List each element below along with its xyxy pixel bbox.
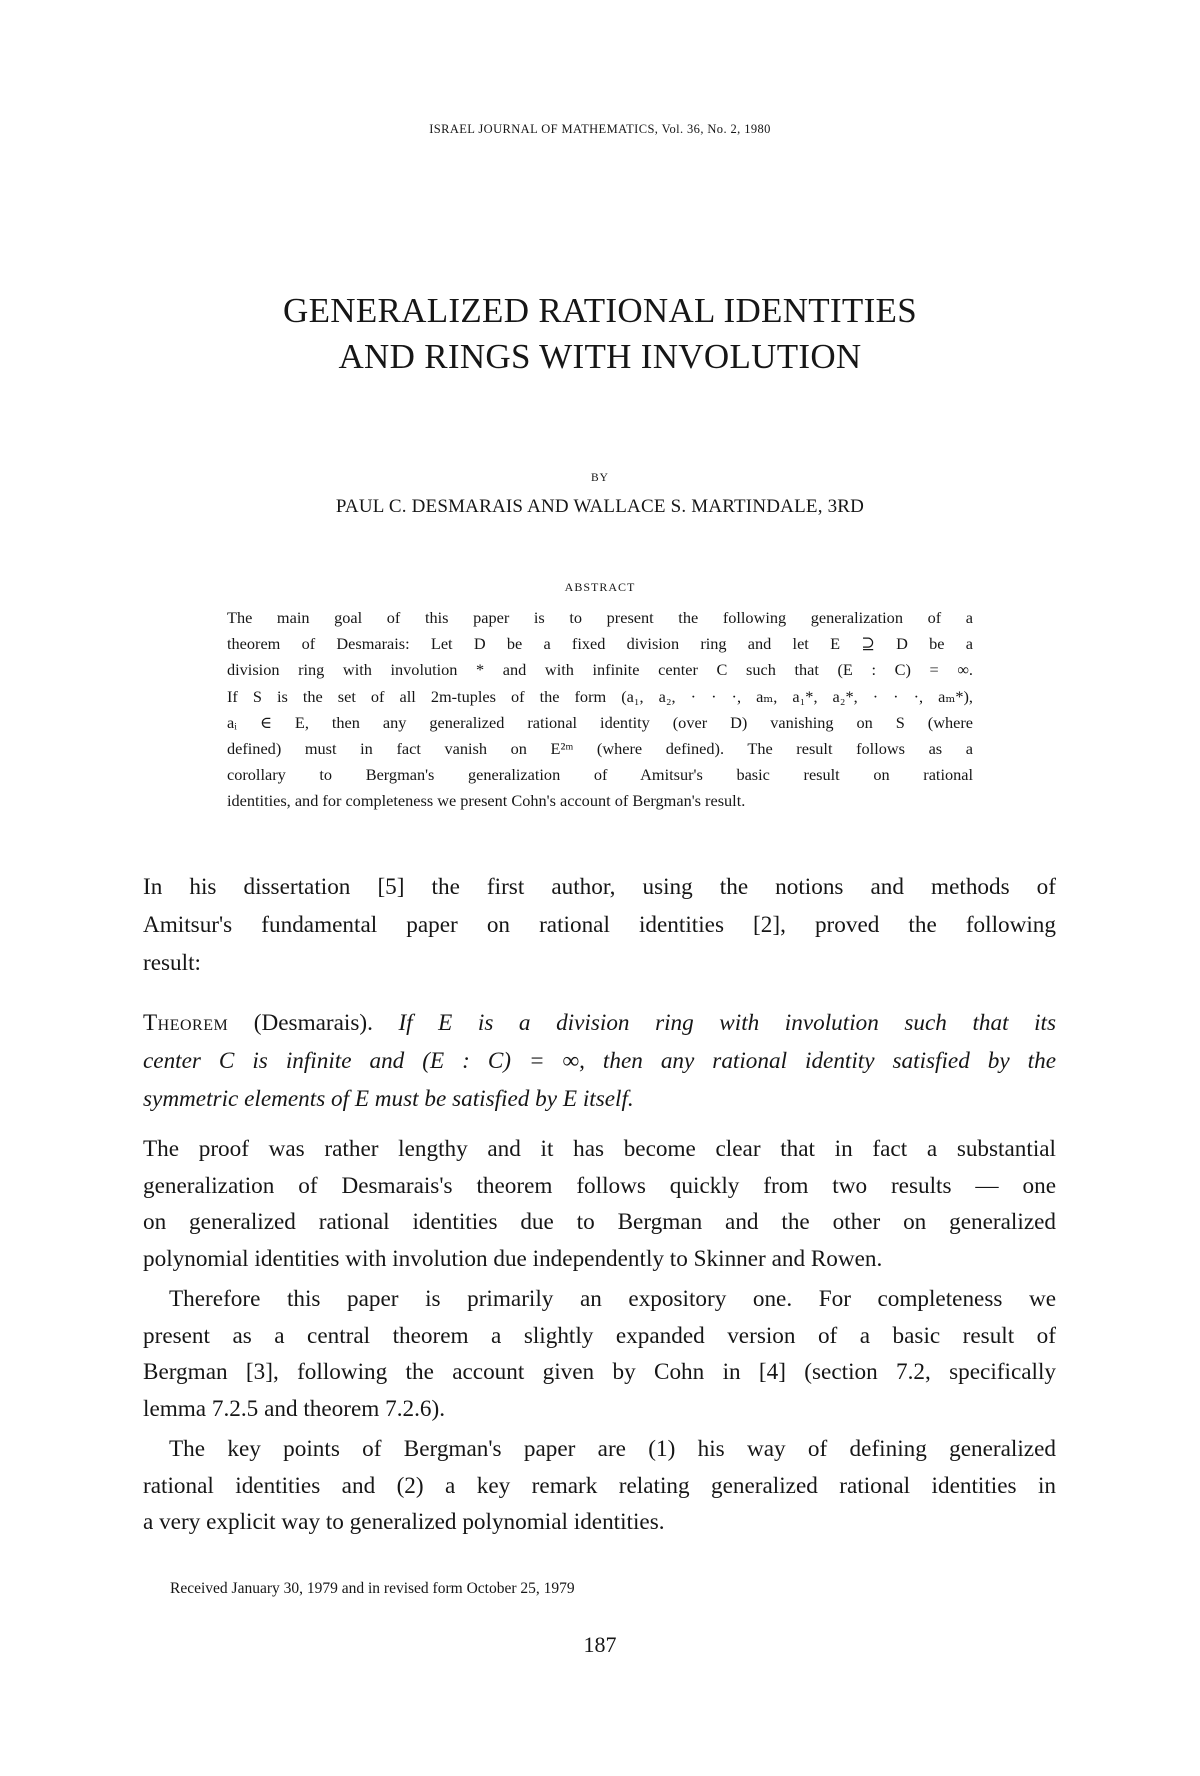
abstract-line: aᵢ ∈ E, then any generalized rational identity (over D) vanishing on S (where xyxy=(227,712,973,732)
theorem-line xyxy=(143,1042,1056,1080)
theorem-text: symmetric elements of E must be satisfied by E itself. xyxy=(143,1086,634,1112)
body-line: generalization of Desmarais's theorem follows quickly from two results — one xyxy=(143,1172,1056,1199)
body-line: on generalized rational identities due to Bergman and the other on generalized xyxy=(143,1209,1056,1236)
body-line: present as a central theorem a slightly expanded version of a basic result of xyxy=(143,1322,1056,1349)
theorem-label: Theorem xyxy=(143,1010,229,1036)
body-line: In his dissertation [5] the first author, using the notions and methods of xyxy=(143,874,1056,900)
paragraph-3 xyxy=(143,1281,1056,1428)
paragraph-4 xyxy=(143,1431,1056,1541)
body-line: Therefore this paper is primarily an expository one. For completeness we xyxy=(169,1286,1056,1312)
theorem-text: center C is infinite and (E : C) = ∞, then any rational identity satisfied by the xyxy=(143,1048,1056,1074)
body-line: The proof was rather lengthy and it has become clear that in fact a substantial xyxy=(143,1136,1056,1162)
article-title xyxy=(120,288,1080,380)
abstract-line: identities, and for completeness we present Cohn's account of Bergman's result. xyxy=(227,791,746,811)
body-line: a very explicit way to generalized polynomial identities. xyxy=(143,1509,665,1536)
author-names: PAUL C. DESMARAIS AND WALLACE S. MARTINDALE, 3RD xyxy=(335,496,865,517)
byline-label: BY xyxy=(591,472,609,484)
abstract-text xyxy=(227,605,973,815)
theorem-attribution: (Desmarais). xyxy=(253,1010,373,1036)
body-line: The key points of Bergman's paper are (1) his way of defining generalized xyxy=(169,1436,1056,1462)
body-line: Amitsur's fundamental paper on rational identities [2], proved the following xyxy=(143,912,1056,938)
body-line: rational identities and (2) a key remark relating generalized rational identities in xyxy=(143,1472,1056,1499)
intro-paragraph xyxy=(143,868,1056,982)
body-line: polynomial identities with involution due independently to Skinner and Rowen. xyxy=(143,1246,883,1273)
body-line: Bergman [3], following the account given by Cohn in [4] (section 7.2, specifically xyxy=(143,1359,1056,1386)
running-head: ISRAEL JOURNAL OF MATHEMATICS, Vol. 36, No. 2, 1980 xyxy=(429,122,771,136)
abstract-line: division ring with involution * and with infinite center C such that (E : C) = ∞. xyxy=(227,660,973,680)
abstract-line: defined) must in fact vanish on E²ᵐ (where defined). The result follows as a xyxy=(227,738,973,758)
theorem-line xyxy=(143,1080,1056,1118)
theorem-line xyxy=(143,1004,1056,1042)
abstract-line: The main goal of this paper is to present the following generalization of a xyxy=(227,608,973,627)
page-number: 187 xyxy=(583,1632,617,1657)
title-line-1: GENERALIZED RATIONAL IDENTITIES xyxy=(283,291,917,330)
received-date-note: Received January 30, 1979 and in revised form October 25, 1979 xyxy=(170,1580,575,1597)
abstract-line: theorem of Desmarais: Let D be a fixed division ring and let E ⊇ D be a xyxy=(227,634,973,654)
paragraph-2 xyxy=(143,1131,1056,1278)
body-line: lemma 7.2.5 and theorem 7.2.6). xyxy=(143,1396,446,1423)
theorem-statement xyxy=(143,1004,1056,1118)
abstract-line: corollary to Bergman's generalization of Amitsur's basic result on rational xyxy=(227,765,973,785)
abstract-heading: ABSTRACT xyxy=(564,580,636,594)
abstract-line: If S is the set of all 2m-tuples of the form (a₁, a₂, · · ·, aₘ, a₁*, a₂*, · · ·, aₘ*), xyxy=(227,686,973,706)
theorem-text: If E is a division ring with involution such that its xyxy=(398,1010,1056,1036)
title-line-2: AND RINGS WITH INVOLUTION xyxy=(338,337,862,376)
body-line: result: xyxy=(143,950,201,976)
